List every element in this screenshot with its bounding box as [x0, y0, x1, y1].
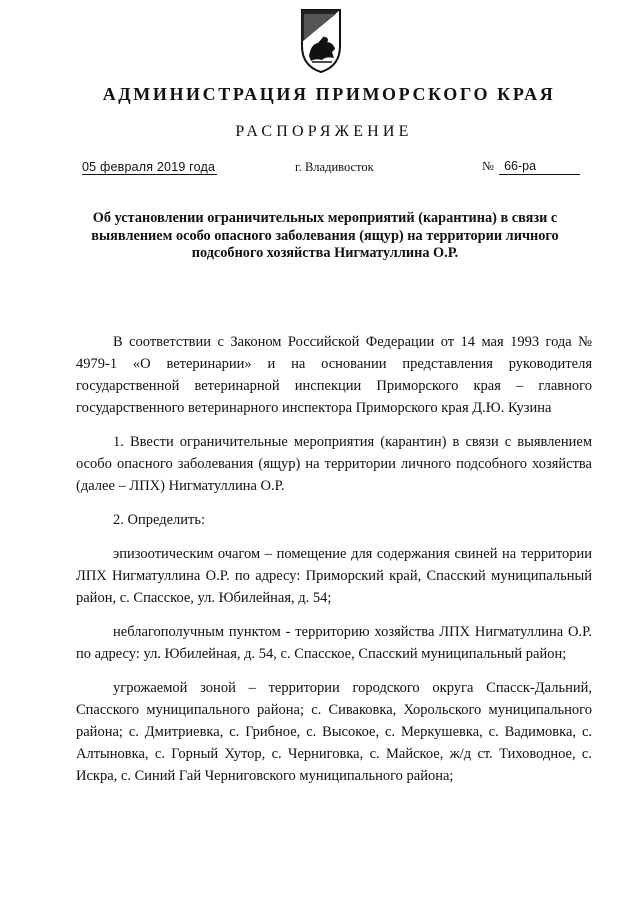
- document-city: г. Владивосток: [295, 160, 374, 174]
- paragraph-threatened-zone: угрожаемой зоной – территории городского округа Спасск-Дальний, Спасского муниципального района; с. Сиваковка, Хорольского муниципального района; с. Дмитриевка, с. Грибное, с. Высокое, с. Меркушевка, с. Вадимовка, с. Алтыновка, с. Горный Хутор, с. Черниговка, с. Майское, ж/д ст. Тиховодное, с. Искра, с. Синий Гай Черниговского муниципального района;: [76, 680, 592, 784]
- document-date: 05 февраля 2019 года: [82, 160, 216, 174]
- document-type: РАСПОРЯЖЕНИЕ: [235, 123, 413, 140]
- number-label: №: [482, 159, 494, 173]
- document-title: Об установлении ограничительных мероприятий (карантина) в связи с выявлением особо опасного заболевания (ящур) на территории личного подсобного хозяйства Нигматуллина О.Р.: [91, 210, 559, 261]
- document-body: [76, 331, 592, 799]
- paragraph-item-2: 2. Определить:: [113, 512, 206, 528]
- paragraph-item-1: 1. Ввести ограничительные мероприятия (карантин) в связи с выявлением особо опасного заболевания (ящур) на территории личного подсобного хозяйства (далее – ЛПХ) Нигматуллина О.Р.: [76, 434, 592, 494]
- paragraph-epizootic-focus: эпизоотическим очагом – помещение для содержания свиней на территории ЛПХ Нигматуллина О.Р. по адресу: Приморский край, Спасский муниципальный район, с. Спасское, ул. Юбилейная, д. 54;: [76, 546, 592, 606]
- document-number: [482, 159, 580, 175]
- coat-of-arms-icon: [296, 6, 346, 74]
- organization-name: АДМИНИСТРАЦИЯ ПРИМОРСКОГО КРАЯ: [102, 84, 556, 104]
- number-value: 66-ра: [499, 159, 580, 175]
- paragraph-affected-point: неблагополучным пунктом - территорию хозяйства ЛПХ Нигматуллина О.Р. по адресу: ул. Юбилейная, д. 54, с. Спасское, Спасский муниципальный район;: [76, 624, 592, 662]
- paragraph-preamble: В соответствии с Законом Российской Федерации от 14 мая 1993 года № 4979-1 «О ветеринарии» и на основании представления руководителя государственной ветеринарной инспекции Приморского края – главного государственного ветеринарного инспектора Приморского края Д.Ю. Кузина: [76, 334, 592, 416]
